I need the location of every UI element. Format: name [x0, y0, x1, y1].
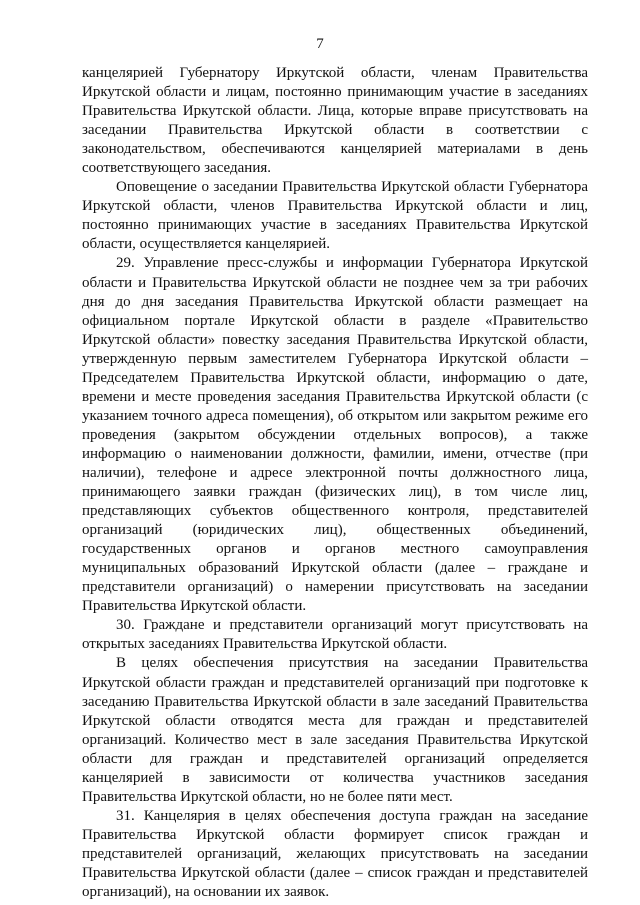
document-body — [82, 64, 588, 902]
paragraph-item-31: 31. Канцелярия в целях обеспечения доступа граждан на заседание Правительства Иркутской области формирует список граждан и представителей организаций, желающих присутствовать на заседании Правительства Иркутской области (далее – список граждан и представителей организаций), на основании их заявок. — [82, 807, 588, 901]
paragraph-item-30: 30. Граждане и представители организаций могут присутствовать на открытых заседаниях Правительства Иркутской области. — [82, 617, 588, 653]
paragraph-continuation: канцелярией Губернатору Иркутской области, членам Правительства Иркутской области и лицам, постоянно принимающим участие в заседаниях Правительства Иркутской области. Лица, которые вправе присутствовать на заседании Правительства Иркутской области в соответствии с законодательством, обеспечиваются канцелярией материалами в день соответствующего заседания. — [82, 65, 588, 177]
paragraph-seating: В целях обеспечения присутствия на заседании Правительства Иркутской области граждан и представителей организаций при подготовке к заседанию Правительства Иркутской области в зале заседаний Правительства Иркутской области отводятся места для граждан и представителей организаций. Количество мест в зале заседания Правительства Иркутской области для граждан и представителей организаций определяется канцелярией в зависимости от количества участников заседания Правительства Иркутской области, но не более пяти мест. — [82, 655, 588, 805]
paragraph-notification: Оповещение о заседании Правительства Иркутской области Губернатора Иркутской области, членов Правительства Иркутской области и лиц, постоянно принимающих участие в заседаниях Правительства Иркутской области, осуществляется канцелярией. — [82, 179, 588, 253]
page-number: 7 — [316, 36, 324, 52]
paragraph-item-29: 29. Управление пресс-службы и информации Губернатора Иркутской области и Правительства Иркутской области не позднее чем за три рабочих дня до дня заседания Правительства Иркутской области размещает на официальном портале Иркутской области в разделе «Правительство Иркутской области» повестку заседания Правительства Иркутской области, утвержденную первым заместителем Губернатора Иркутской области – Председателем Правительства Иркутской области, информацию о дате, времени и месте проведения заседания Правительства Иркутской области (с указанием точного адреса помещения), об открытом или закрытом режиме его проведения (закрытом обсуждении отдельных вопросов), а также информацию о наименовании должности, фамилии, имени, отчестве (при наличии), телефоне и адресе электронной почты должностного лица, принимающего заявки граждан (физических лиц), в том числе лиц, представляющих субъектов общественного контроля, представителей организаций (юридических лиц), общественных объединений, государственных органов и органов местного самоуправления муниципальных образований Иркутской области (далее – граждане и представители организаций) о намерении присутствовать на заседании Правительства Иркутской области. — [82, 255, 588, 615]
